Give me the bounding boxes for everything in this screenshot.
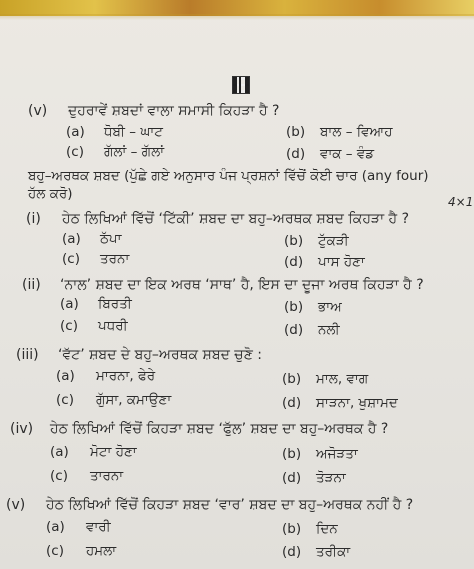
option-label: (c) xyxy=(56,392,74,408)
question-text: ਹੇਠ ਲਿਖਿਆਂ ਵਿੱਚੋਂ ਕਿਹੜਾ ਸ਼ਬਦ ‘ਫੁੱਲ’ ਸ਼ਬਦ ਦਾ ਬਹੁ–ਅਰਥਕ ਹੈ ? xyxy=(50,421,389,437)
option-label: (d) xyxy=(282,395,302,411)
option-text: ਦਿਨ xyxy=(316,521,338,537)
option-label: (c) xyxy=(62,251,80,267)
option-text: ਤਾਰਨਾ xyxy=(90,468,124,484)
option-text: ਧੋਬੀ – ਘਾਟ xyxy=(104,124,163,140)
option-label: (a) xyxy=(56,368,75,384)
option-text: ਸਾੜਨਾ, ਖੁਸ਼ਾਮਦ xyxy=(316,395,398,411)
option-text: ਮਾਰਨਾ, ਫੇਰੇ xyxy=(96,368,156,384)
option-text: ਵਾਰੀ xyxy=(86,519,111,535)
option-label: (c) xyxy=(50,468,68,484)
option-text: ਤਰੀਕਾ xyxy=(316,544,351,560)
section-instruction: ਬਹੁ–ਅਰਥਕ ਸ਼ਬਦ (ਪੁੱਛੇ ਗਏ ਅਨੁਸਾਰ ਪੰਜ ਪ੍ਰਸ਼ਨਾਂ ਵਿੱਚੋਂ ਕੋਈ ਚਾਰ (any four) xyxy=(28,168,429,184)
option-label: (b) xyxy=(282,446,302,462)
option-label: (c) xyxy=(46,543,64,559)
question-number: (ii) xyxy=(22,277,41,293)
option-text: ਅਜੋੜਤਾ xyxy=(316,446,358,462)
option-label: (a) xyxy=(46,519,65,535)
option-text: ਪਧਰੀ xyxy=(98,318,128,334)
option-label: (c) xyxy=(60,318,78,334)
option-label: (b) xyxy=(282,521,302,537)
option-text: ਵਾਕ – ਵੰਡ xyxy=(320,146,375,162)
option-label: (b) xyxy=(284,233,304,249)
option-label: (a) xyxy=(50,444,69,460)
question-text: ਹੇਠ ਲਿਖਿਆਂ ਵਿੱਚੋਂ ‘ਟਿੱਕੀ’ ਸ਼ਬਦ ਦਾ ਬਹੁ–ਅਰਥਕ ਸ਼ਬਦ ਕਿਹੜਾ ਹੈ ? xyxy=(62,211,410,227)
qr-code-icon xyxy=(232,76,250,94)
option-text: ਮੋਟਾ ਹੋਣਾ xyxy=(90,444,137,460)
question-number: (v) xyxy=(28,103,48,119)
option-text: ਟੁੱਕੜੀ xyxy=(318,233,349,249)
option-label: (b) xyxy=(286,124,306,140)
question-number: (iv) xyxy=(10,421,34,437)
question-number: (iii) xyxy=(16,347,39,363)
option-text: ਬਾਲ – ਵਿਆਹ xyxy=(320,124,393,140)
option-text: ਪਾਸ ਹੋਣਾ xyxy=(318,254,365,270)
question-text: ‘ਨਾਲ’ ਸ਼ਬਦ ਦਾ ਇਕ ਅਰਥ ‘ਸਾਥ’ ਹੈ, ਇਸ ਦਾ ਦੂਜਾ ਅਰਥ ਕਿਹੜਾ ਹੈ ? xyxy=(60,277,424,293)
option-text: ਭਾਅ xyxy=(318,299,342,315)
option-label: (d) xyxy=(282,470,302,486)
option-label: (c) xyxy=(66,144,84,160)
option-text: ਨਲੀ xyxy=(318,322,340,338)
option-label: (b) xyxy=(282,371,302,387)
option-text: ਠੱਪਾ xyxy=(100,231,122,247)
option-text: ਤੋੜਨਾ xyxy=(316,470,346,486)
question-text: ਹੇਠ ਲਿਖਿਆਂ ਵਿੱਚੋਂ ਕਿਹੜਾ ਸ਼ਬਦ ‘ਵਾਰ’ ਸ਼ਬਦ ਦਾ ਬਹੁ–ਅਰਥਕ ਨਹੀਂ ਹੈ ? xyxy=(46,497,414,513)
question-text: ‘ਵੱਟ’ ਸ਼ਬਦ ਦੇ ਬਹੁ–ਅਰਥਕ ਸ਼ਬਦ ਚੁਣੋ : xyxy=(58,347,263,363)
option-label: (a) xyxy=(66,124,85,140)
option-text: ਹਮਲਾ xyxy=(86,543,117,559)
question-number: (i) xyxy=(26,211,41,227)
option-label: (d) xyxy=(284,254,304,270)
option-label: (d) xyxy=(286,146,306,162)
option-text: ਗੱਲਾਂ – ਗੱਲਾਂ xyxy=(104,144,165,160)
option-label: (d) xyxy=(282,544,302,560)
decorative-border xyxy=(0,0,474,16)
question-number: (v) xyxy=(6,497,26,513)
option-text: ਮਾਲ, ਵਾਗ xyxy=(316,371,369,387)
question-text: ਦੁਹਰਾਵੇਂ ਸ਼ਬਦਾਂ ਵਾਲਾ ਸਮਾਸੀ ਕਿਹੜਾ ਹੈ ? xyxy=(68,103,280,119)
option-label: (a) xyxy=(62,231,81,247)
marks-label: 4×1 xyxy=(448,195,474,209)
option-label: (d) xyxy=(284,322,304,338)
option-text: ਬਿਰਤੀ xyxy=(98,296,132,312)
option-label: (a) xyxy=(60,296,79,312)
section-instruction-cont: ਹੱਲ ਕਰੋ) xyxy=(28,186,73,202)
option-text: ਤਰਨਾ xyxy=(100,251,130,267)
option-label: (b) xyxy=(284,299,304,315)
option-text: ਗੁੱਸਾ, ਕਮਾਉਣਾ xyxy=(96,392,172,408)
